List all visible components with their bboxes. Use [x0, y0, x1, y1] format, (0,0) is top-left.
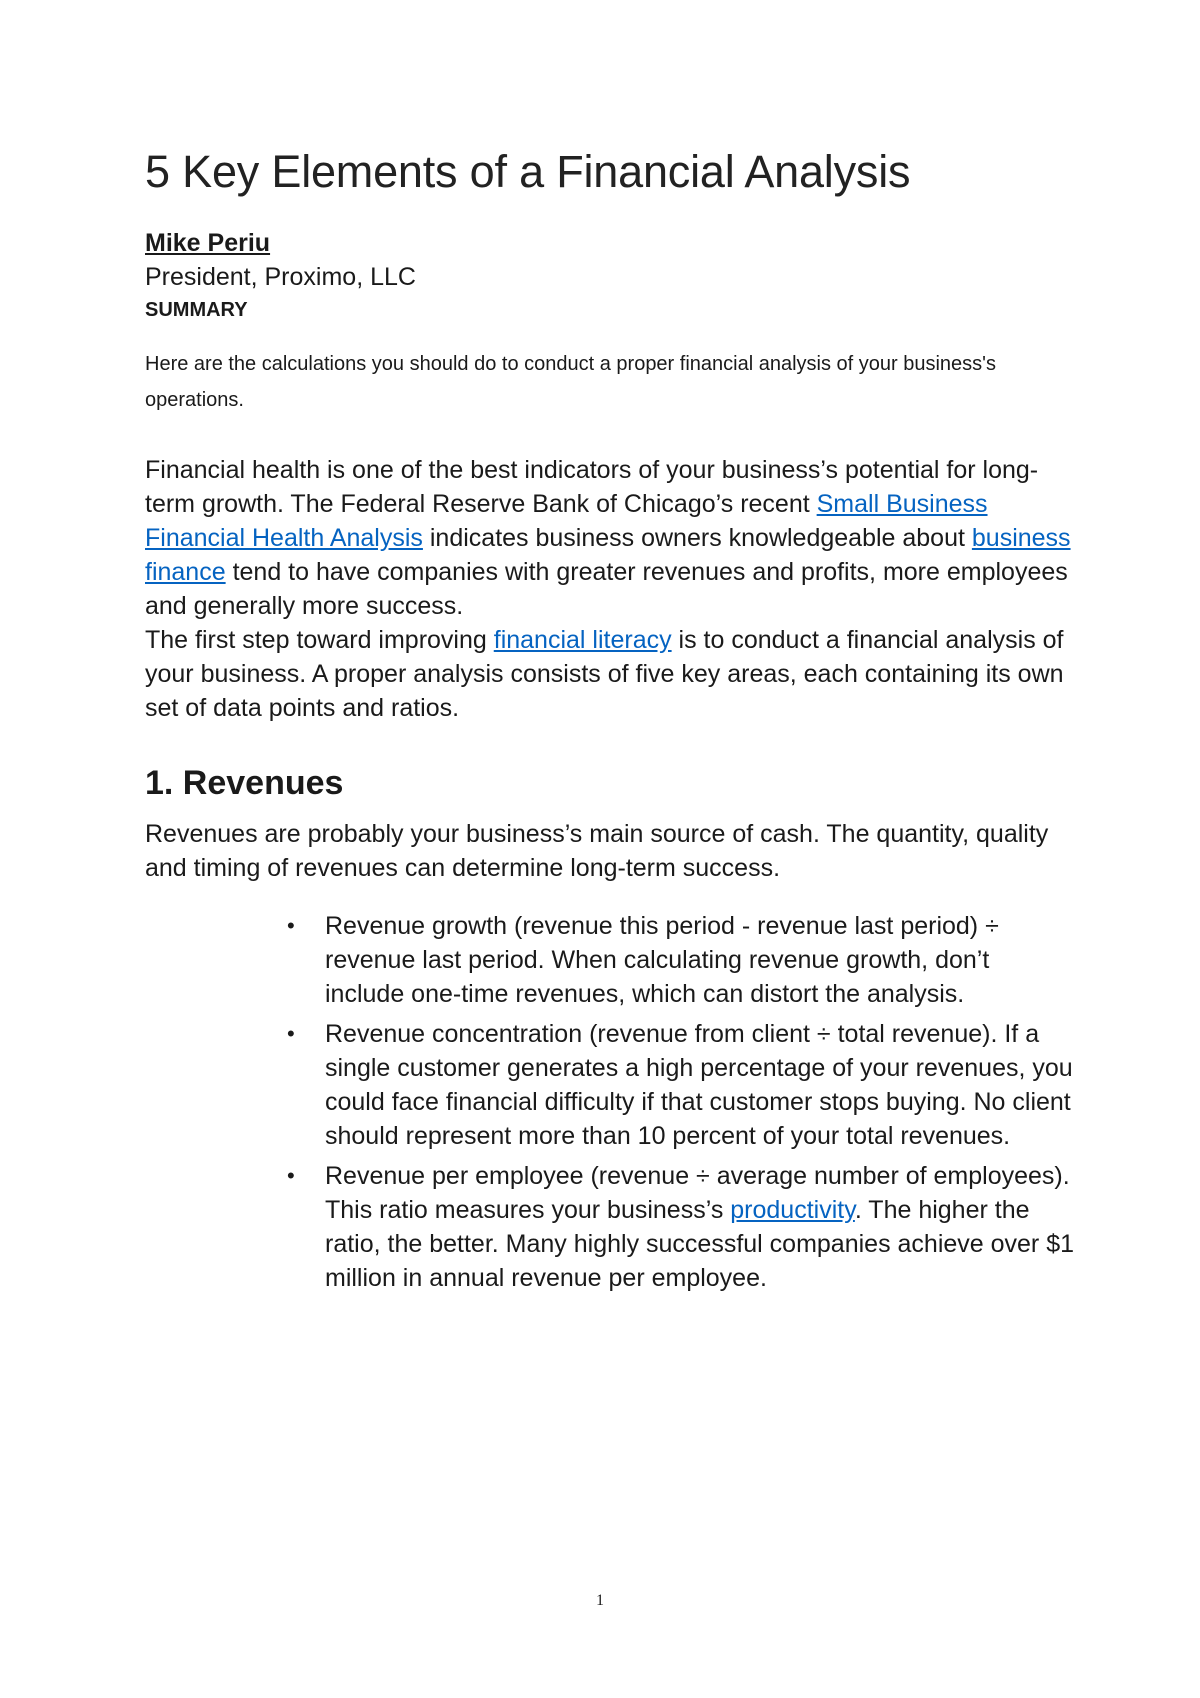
list-item-text-b: . The higher the ratio, the better. Many highly successful companies achieve over $1 million in annual revenue per employee. — [325, 1196, 1075, 1292]
page-content — [145, 138, 1075, 1301]
page-number: 1 — [596, 1592, 604, 1609]
list-item — [287, 1017, 1075, 1153]
page-title: 5 Key Elements of a Financial Analysis — [145, 146, 911, 197]
productivity-link[interactable]: productivity — [730, 1196, 855, 1224]
summary-text: Here are the calculations you should do to conduct a proper financial analysis of your business's operations. — [145, 353, 996, 411]
list-item-text: Revenue concentration (revenue from client ÷ total revenue). If a single customer generates a high percentage of your revenues, you could face financial difficulty if that customer stops buying. No client should represent more than 10 percent of your total revenues. — [325, 1020, 1073, 1150]
section-heading-revenues: 1. Revenues — [145, 764, 344, 802]
author-name: Mike Periu — [145, 229, 271, 257]
bullet-icon: • — [287, 1163, 295, 1188]
list-item-text: Revenue growth (revenue this period - revenue last period) ÷ revenue last period. When calculating revenue growth, don’t include one-time revenues, which can distort the analysis. — [325, 912, 999, 1008]
business-finance-link[interactable]: business finance — [145, 524, 1071, 586]
intro-text-c: tend to have companies with greater revenues and profits, more employees and generally more success. — [145, 558, 1068, 620]
intro2-text-a: The first step toward improving — [145, 626, 494, 654]
small-business-financial-health-link[interactable]: Small Business Financial Health Analysis — [145, 490, 988, 552]
summary-label: SUMMARY — [145, 299, 248, 321]
financial-literacy-link[interactable]: financial literacy — [493, 626, 672, 654]
revenues-bullet-list — [145, 909, 1075, 1295]
list-item — [287, 1159, 1075, 1295]
intro-paragraph-2 — [145, 623, 1075, 725]
list-item — [287, 909, 1075, 1011]
author-role: President, Proximo, LLC — [145, 263, 416, 291]
intro2-text-b: is to conduct a financial analysis of your business. A proper analysis consists of five key areas, each containing its own set of data points and ratios. — [145, 626, 1064, 722]
bullet-icon: • — [287, 1021, 295, 1046]
intro-paragraph-1 — [145, 453, 1075, 623]
bullet-icon: • — [287, 913, 295, 938]
revenues-paragraph: Revenues are probably your business’s main source of cash. The quantity, quality and timing of revenues can determine long-term success. — [145, 820, 1049, 882]
intro-text-a: Financial health is one of the best indicators of your business’s potential for long-term growth. The Federal Reserve Bank of Chicago’s recent — [145, 456, 1039, 518]
list-item-text-a: Revenue per employee (revenue ÷ average number of employees). This ratio measures your business’s — [325, 1162, 1070, 1224]
intro-text-b: indicates business owners knowledgeable about — [422, 524, 972, 552]
